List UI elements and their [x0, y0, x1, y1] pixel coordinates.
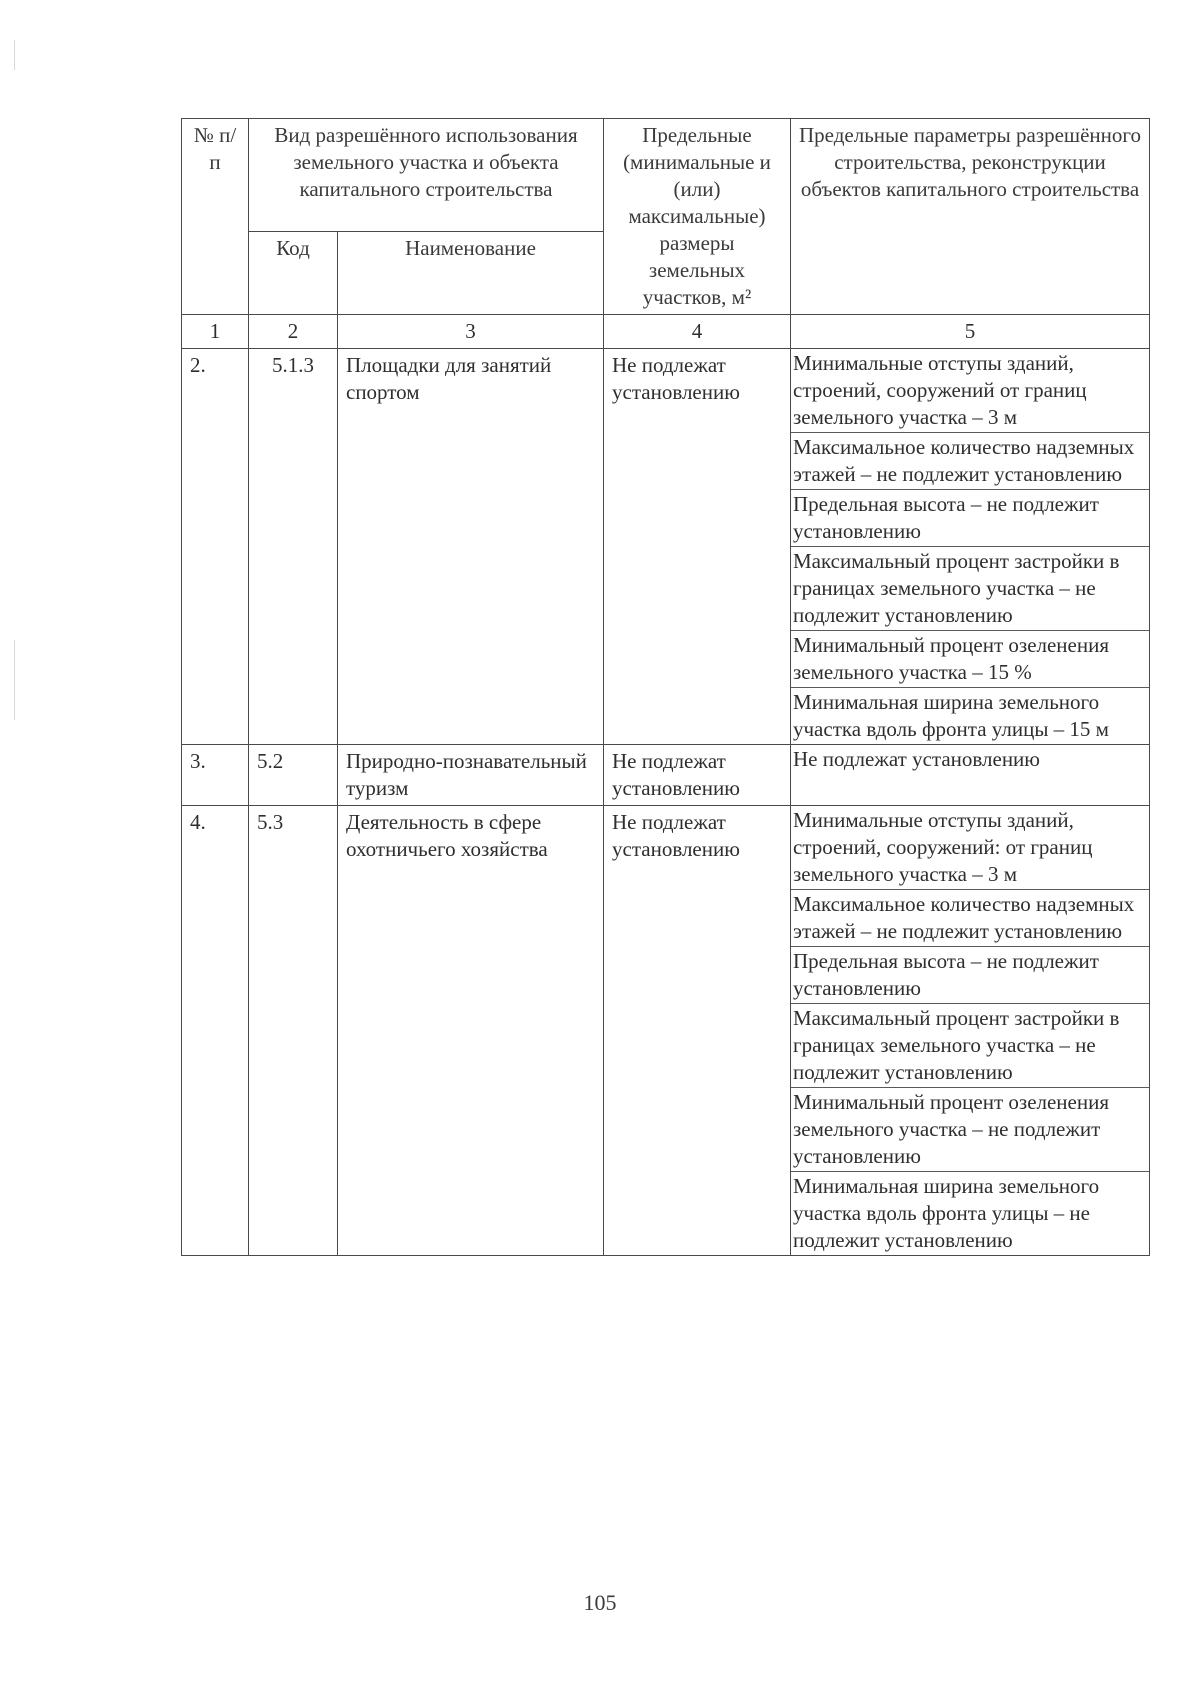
header-number: № п/п	[182, 119, 249, 315]
row-name: Природно-познавательный туризм	[338, 745, 604, 806]
parameter-item: Минимальные отступы зданий, строений, сооружений от границ земельного участка – 3 м	[791, 349, 1149, 433]
row-plot-size: Не подлежат установлению	[604, 806, 791, 1256]
row-number: 4.	[182, 806, 249, 1256]
column-index: 5	[791, 315, 1150, 349]
row-parameters	[791, 806, 1150, 1256]
row-name: Деятельность в сфере охотничьего хозяйства	[338, 806, 604, 1256]
row-code: 5.3	[249, 806, 338, 1256]
parameter-item: Минимальный процент озеленения земельного участка – 15 %	[791, 631, 1149, 688]
parameter-item: Минимальная ширина земельного участка вдоль фронта улицы – не подлежит установлению	[793, 1174, 1100, 1252]
header-name: Наименование	[338, 232, 604, 315]
table-row	[182, 806, 1150, 1256]
row-number: 3.	[182, 745, 249, 806]
parameter-item: Предельная высота – не подлежит установлению	[791, 490, 1149, 547]
scan-mark	[14, 640, 15, 720]
header-code: Код	[249, 232, 338, 315]
row-number: 2.	[182, 349, 249, 745]
header-building-parameters: Предельные параметры разрешённого строительства, реконструкции объектов капитального строительства	[791, 119, 1150, 315]
table-row	[182, 745, 1150, 806]
column-index: 1	[182, 315, 249, 349]
page-number: 105	[583, 1590, 617, 1615]
parameter-item: Минимальные отступы зданий, строений, сооружений: от границ земельного участка – 3 м	[791, 806, 1149, 890]
row-plot-size: Не подлежат установлению	[604, 745, 791, 806]
header-plot-sizes: Предельные (минимальные и (или) максимальные) размеры земельных участков, м²	[604, 119, 791, 315]
parameter-item: Максимальный процент застройки в границах земельного участка – не подлежит установлению	[791, 1004, 1149, 1088]
row-plot-size: Не подлежат установлению	[604, 349, 791, 745]
table-row	[182, 349, 1150, 745]
column-index: 2	[249, 315, 338, 349]
column-index-row	[182, 315, 1150, 349]
parameter-item: Минимальный процент озеленения земельного участка – не подлежит установлению	[791, 1088, 1149, 1172]
parameter-item: Максимальное количество надземных этажей – не подлежит установлению	[791, 890, 1149, 947]
column-index: 3	[338, 315, 604, 349]
row-parameters	[791, 745, 1150, 806]
parameter-item: Предельная высота – не подлежит установлению	[791, 947, 1149, 1004]
row-parameters	[791, 349, 1150, 745]
parameter-item: Максимальное количество надземных этажей – не подлежит установлению	[791, 433, 1149, 490]
scan-mark	[14, 40, 15, 70]
regulations-table	[181, 118, 1150, 1256]
column-index: 4	[604, 315, 791, 349]
parameter-item: Минимальная ширина земельного участка вдоль фронта улицы – 15 м	[793, 690, 1109, 741]
header-usage-type: Вид разрешённого использования земельного участка и объекта капитального строительства	[249, 119, 604, 232]
parameter-item: Не подлежат установлению	[793, 747, 1040, 771]
parameter-item: Максимальный процент застройки в границах земельного участка – не подлежит установлению	[791, 547, 1149, 631]
row-code: 5.2	[249, 745, 338, 806]
row-code: 5.1.3	[249, 349, 338, 745]
row-name: Площадки для занятий спортом	[338, 349, 604, 745]
